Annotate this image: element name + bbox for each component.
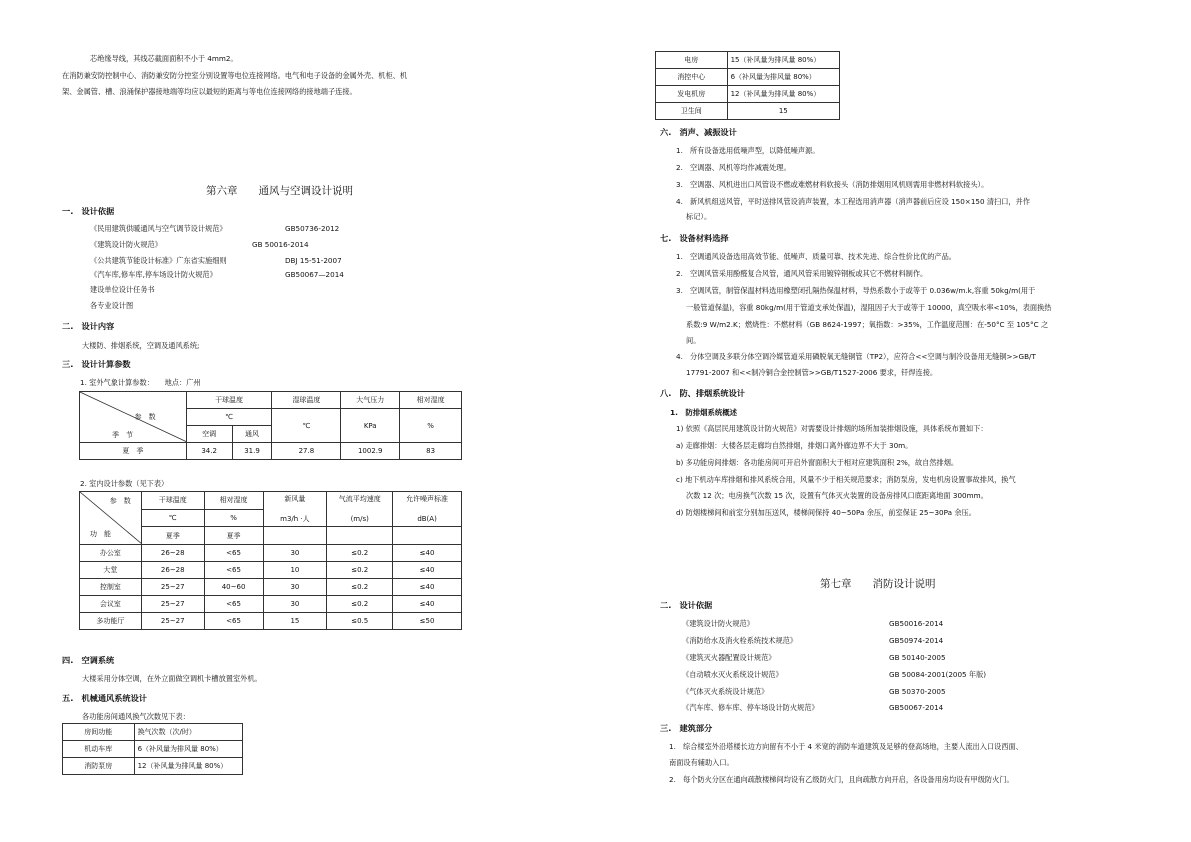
param-label: 参 数 — [134, 413, 156, 421]
architecture-item: 2. 每个防火分区在通向疏散楼梯间均设有乙级防火门，且向疏散方向开启，各设备用房均设有甲级防火门。 — [669, 775, 1014, 784]
section-ac-title: 四. 空调系统 — [62, 655, 115, 665]
ref-name: 《自动喷水灭火系统设计规范》 — [682, 670, 783, 679]
unit-c: ℃ — [272, 409, 341, 443]
speed-label: 气流平均速度 — [338, 495, 381, 504]
cell: 控制室 — [80, 579, 142, 596]
section-mech-vent-title: 五. 机械通风系统设计 — [62, 693, 147, 703]
materials-item: 系数:9 W/m2.K；燃烧性：不燃材料（GB 8624-1997；氧指数：>35%，工作温度范围：在-50°C 至 105°C 之 — [686, 320, 1049, 329]
cell: 31.9 — [232, 443, 272, 460]
cell: <65 — [204, 596, 263, 613]
cell: 25~27 — [141, 596, 204, 613]
section-fire-basis-title: 二. 设计依据 — [660, 600, 713, 610]
noise-item: 标记）。 — [686, 212, 712, 221]
architecture-item: 南面设有辅助入口。 — [669, 758, 734, 767]
empty-cell — [393, 527, 462, 545]
ref-name: 《消防给水及消火栓系统技术规范》 — [682, 636, 798, 645]
cell: 83 — [400, 443, 462, 460]
mech-vent-caption: 各功能房间通风换气次数见下表： — [82, 712, 190, 721]
diagonal-line — [80, 392, 187, 442]
ref-name: 《建筑设计防火规范》 — [682, 619, 754, 628]
cell: ≤40 — [393, 562, 462, 579]
rate-header: 换气次数（次/时） — [134, 724, 242, 741]
noise-unit: dB(A) — [417, 515, 437, 524]
table-row — [63, 758, 243, 775]
ref-name: 《汽车库,修车库,停车场设计防火规范》 — [90, 270, 217, 279]
ref-code: GB50067—2014 — [285, 270, 344, 279]
smoke-item: 1) 依照《高层民用建筑设计防火规范》对需要设计排烟的场所加装排烟设施，具体系统布置如下： — [676, 424, 988, 433]
ref-code: GB 50084-2001(2005 年版) — [889, 670, 987, 679]
materials-item: 3. 空调风管，制管保温材料选用橡塑闭孔隔热保温材料，导热系数小于或等于 0.036w/m.k,容重 50kg/m(用于 — [676, 286, 1036, 295]
season-label: 季 节 — [112, 431, 133, 439]
cell: 会议室 — [80, 596, 142, 613]
cell: 15 — [727, 103, 839, 120]
section-materials-title: 七. 设备材料选择 — [660, 233, 729, 243]
cell: 15（补风量为排风量 80%） — [727, 52, 839, 69]
ref-code: GB50736-2012 — [285, 224, 340, 233]
noise-item: 3. 空调器、风机进出口风管设不燃或难燃材料软接头（消防排烟用风机则需用非燃材料软接头）。 — [676, 180, 989, 189]
cell: 30 — [263, 579, 327, 596]
smoke-item: c) 地下机动车库排烟和排风系统合用，风量不少于相关规范要求；消防泵房，发电机房设置事故排风，换气 — [676, 475, 1016, 484]
materials-item: 间。 — [686, 336, 701, 345]
ac-header: 空调 — [186, 426, 232, 443]
ref-code: GB 50370-2005 — [889, 687, 946, 696]
wetbulb-header: 湿球温度 — [272, 392, 341, 409]
table-row — [656, 103, 840, 120]
cell: 消防泵房 — [63, 758, 135, 775]
ref-name: 《气体灭火系统设计规范》 — [682, 687, 769, 696]
section-smoke-title: 八. 防、排烟系统设计 — [660, 388, 745, 398]
cell: ≤0.5 — [327, 613, 393, 630]
cell: 办公室 — [80, 545, 142, 562]
cell: 40~60 — [204, 579, 263, 596]
cell: ≤40 — [393, 545, 462, 562]
outdoor-params-caption: 1. 室外气象计算参数： 地点：广州 — [80, 378, 201, 387]
smoke-item: a) 走廊排烟：大楼各层走廊均自然排烟，排烟口离外廊边界不大于 30m。 — [676, 441, 913, 450]
ref-name: 《汽车库、修车库、停车场设计防火规范》 — [682, 703, 819, 712]
unit-rh: % — [204, 509, 263, 527]
speed-unit: (m/s) — [350, 515, 369, 524]
cell: ≤40 — [393, 579, 462, 596]
drybulb-header: 干球温度 — [186, 392, 272, 409]
noise-item: 2. 空调器、风机等均作减震处理。 — [676, 163, 791, 172]
cell: 30 — [263, 545, 327, 562]
noise-item: 1. 所有设备选用低噪声型，以降低噪声源。 — [676, 146, 820, 155]
ref-name: 《建筑设计防火规范》 — [90, 240, 162, 249]
cell: 6（补风量为排风量 80%） — [134, 741, 242, 758]
room-header: 房间功能 — [63, 724, 135, 741]
section-design-basis-title: 一. 设计依据 — [62, 206, 115, 216]
table-row — [80, 579, 462, 596]
smoke-item: b) 多功能房间排烟：各功能房间可开启外窗面积大于相对应建筑面积 2%，故自然排烟。 — [676, 458, 959, 467]
materials-item: 2. 空调风管采用酚醛复合风管，通风风管采用镀锌钢板或其它不燃材料制作。 — [676, 269, 928, 278]
smoke-item: d) 防烟楼梯间和前室分别加压送风，楼梯间保持 40~50Pa 余压，前室保证 25~30Pa 余压。 — [676, 508, 976, 517]
design-content-text: 大楼防、排烟系统，空调及通风系统; — [82, 341, 200, 350]
ref-name: 《公共建筑节能设计标准》广东省实施细则 — [90, 256, 227, 265]
design-basis-extra-1: 建设单位设计任务书 — [90, 285, 155, 294]
materials-item: 一般管道保温)，容重 80kg/m(用于管道支承处保温)，湿阻因子大于或等于 10000，真空吸水率<10%，表面换热 — [686, 303, 1052, 312]
summer-label: 夏季 — [204, 527, 263, 545]
cell: ≤0.2 — [327, 579, 393, 596]
cell: ≤40 — [393, 596, 462, 613]
intro-line-3: 架、金属管、槽、浪涌保护器接地端等均应以最短的距离与等电位连接网络的接地端子连接。 — [62, 87, 357, 96]
air-header — [263, 492, 327, 527]
air-label: 新风量 — [284, 495, 306, 504]
cell: 10 — [263, 562, 327, 579]
unit-temp: ℃ — [141, 509, 204, 527]
unit-pct: % — [400, 409, 462, 443]
cell: 多功能厅 — [80, 613, 142, 630]
table-row — [80, 613, 462, 630]
cell: ≤50 — [393, 613, 462, 630]
ref-code: GB 50016-2014 — [252, 240, 309, 249]
cell: 34.2 — [186, 443, 232, 460]
noise-header — [393, 492, 462, 527]
vent-header: 通风 — [232, 426, 272, 443]
cell: ≤0.2 — [327, 562, 393, 579]
section-noise-title: 六. 消声、减振设计 — [660, 127, 737, 137]
vent-rate-table-continued — [655, 51, 840, 120]
ref-code: DBJ 15-51-2007 — [285, 256, 342, 265]
rh-header: 相对湿度 — [400, 392, 462, 409]
function-label: 功 能 — [90, 530, 111, 538]
rh-header: 相对湿度 — [204, 492, 263, 510]
noise-item: 4. 新风机组送风管，平时送排风管设消声装置，本工程选用消声器（消声器前后应设 150×150 清扫口，并作 — [676, 197, 1030, 206]
cell: 6（补风量为排风量 80%） — [727, 69, 839, 86]
ref-name: 《民用建筑供暖通风与空气调节设计规范》 — [90, 224, 227, 233]
outdoor-params-table — [79, 391, 462, 460]
cell: 25~27 — [141, 613, 204, 630]
table-row — [656, 86, 840, 103]
temp-header: 干球温度 — [141, 492, 204, 510]
table-row — [656, 69, 840, 86]
ref-name: 《建筑灭火器配置设计规范》 — [682, 653, 776, 662]
cell: <65 — [204, 562, 263, 579]
table-row — [80, 562, 462, 579]
indoor-params-caption: 2. 室内设计参数（见下表） — [80, 479, 169, 488]
diagonal-header-cell — [80, 392, 187, 443]
cell: ≤0.2 — [327, 596, 393, 613]
param-label: 参 数 — [109, 497, 131, 505]
cell: 机动车库 — [63, 741, 135, 758]
empty-cell — [327, 527, 393, 545]
ref-code: GB 50140-2005 — [889, 653, 946, 662]
empty-cell — [263, 527, 327, 545]
ref-code: GB50016-2014 — [889, 619, 944, 628]
smoke-subtitle: 1. 防排烟系统概述 — [670, 408, 738, 417]
ac-text: 大楼采用分体空调，在外立面做空调机卡槽放置室外机。 — [82, 674, 262, 683]
section-calc-params-title: 三. 设计计算参数 — [62, 359, 131, 369]
cell: ≤0.2 — [327, 545, 393, 562]
cell: <65 — [204, 613, 263, 630]
noise-label: 允许噪声标准 — [406, 495, 449, 504]
table-row — [656, 52, 840, 69]
cell: 26~28 — [141, 562, 204, 579]
chapter-seven-title: 第七章 消防设计说明 — [820, 578, 936, 590]
chapter-six-title: 第六章 通风与空调设计说明 — [206, 185, 353, 197]
diagonal-header-cell — [80, 492, 142, 545]
architecture-item: 1. 综合楼室外沿塔楼长边方向留有不小于 4 米宽的消防车道建筑及足够的登高场地，主要人流出入口设西面、 — [669, 742, 1023, 751]
cell: <65 — [204, 545, 263, 562]
table-row — [63, 741, 243, 758]
indoor-params-table — [79, 491, 462, 630]
materials-item: 4. 分体空调及多联分体空调冷媒管道采用磷脱氧无缝铜管（TP2），应符合<<空调与制冷设备用无缝铜>>GB/T — [676, 352, 1036, 361]
unit-kpa: KPa — [341, 409, 400, 443]
table-row — [80, 545, 462, 562]
cell: 1002.9 — [341, 443, 400, 460]
cell: 发电机房 — [656, 86, 728, 103]
cell: 15 — [263, 613, 327, 630]
ref-code: GB50067-2014 — [889, 703, 944, 712]
section-architecture-title: 三. 建筑部分 — [660, 723, 713, 733]
design-basis-extra-2: 各专业设计图 — [90, 301, 134, 310]
cell: 12（补风量为排风量 80%） — [134, 758, 242, 775]
speed-header — [327, 492, 393, 527]
cell: 电房 — [656, 52, 728, 69]
air-unit: m3/h ·人 — [280, 515, 310, 524]
materials-item: 17791-2007 和<<制冷铜合金控制管>>GB/T1527-2006 要求，钎焊连接。 — [686, 368, 938, 377]
smoke-item: 次数 12 次；电房换气次数 15 次，设置有气体灭火装置的设备房排风口底距离地面 300mm。 — [686, 491, 988, 500]
cell: 卫生间 — [656, 103, 728, 120]
vent-rate-table — [62, 723, 243, 775]
table-row — [80, 596, 462, 613]
ref-code: GB50974-2014 — [889, 636, 944, 645]
section-design-content-title: 二. 设计内容 — [62, 321, 115, 331]
cell: 大堂 — [80, 562, 142, 579]
cell: 12（补风量为排风量 80%） — [727, 86, 839, 103]
materials-item: 1. 空调通风设备选用高效节能、低噪声、质量可靠、技术先进、综合性价比优的产品。 — [676, 252, 956, 261]
cell: 26~28 — [141, 545, 204, 562]
cell: 夏 季 — [80, 443, 187, 460]
intro-line-2: 在消防兼安防控制中心、消防兼安防分控室分别设置等电位连接网络。电气和电子设备的金属外壳、机柜、机 — [62, 71, 408, 80]
intro-line-1: 芯绝缘导线，其线芯截面面积不小于 4mm2。 — [90, 54, 238, 63]
summer-label: 夏季 — [141, 527, 204, 545]
cell: 30 — [263, 596, 327, 613]
table-row — [80, 443, 462, 460]
unit-c: ℃ — [186, 409, 272, 426]
cell: 27.8 — [272, 443, 341, 460]
pressure-header: 大气压力 — [341, 392, 400, 409]
cell: 25~27 — [141, 579, 204, 596]
cell: 消控中心 — [656, 69, 728, 86]
